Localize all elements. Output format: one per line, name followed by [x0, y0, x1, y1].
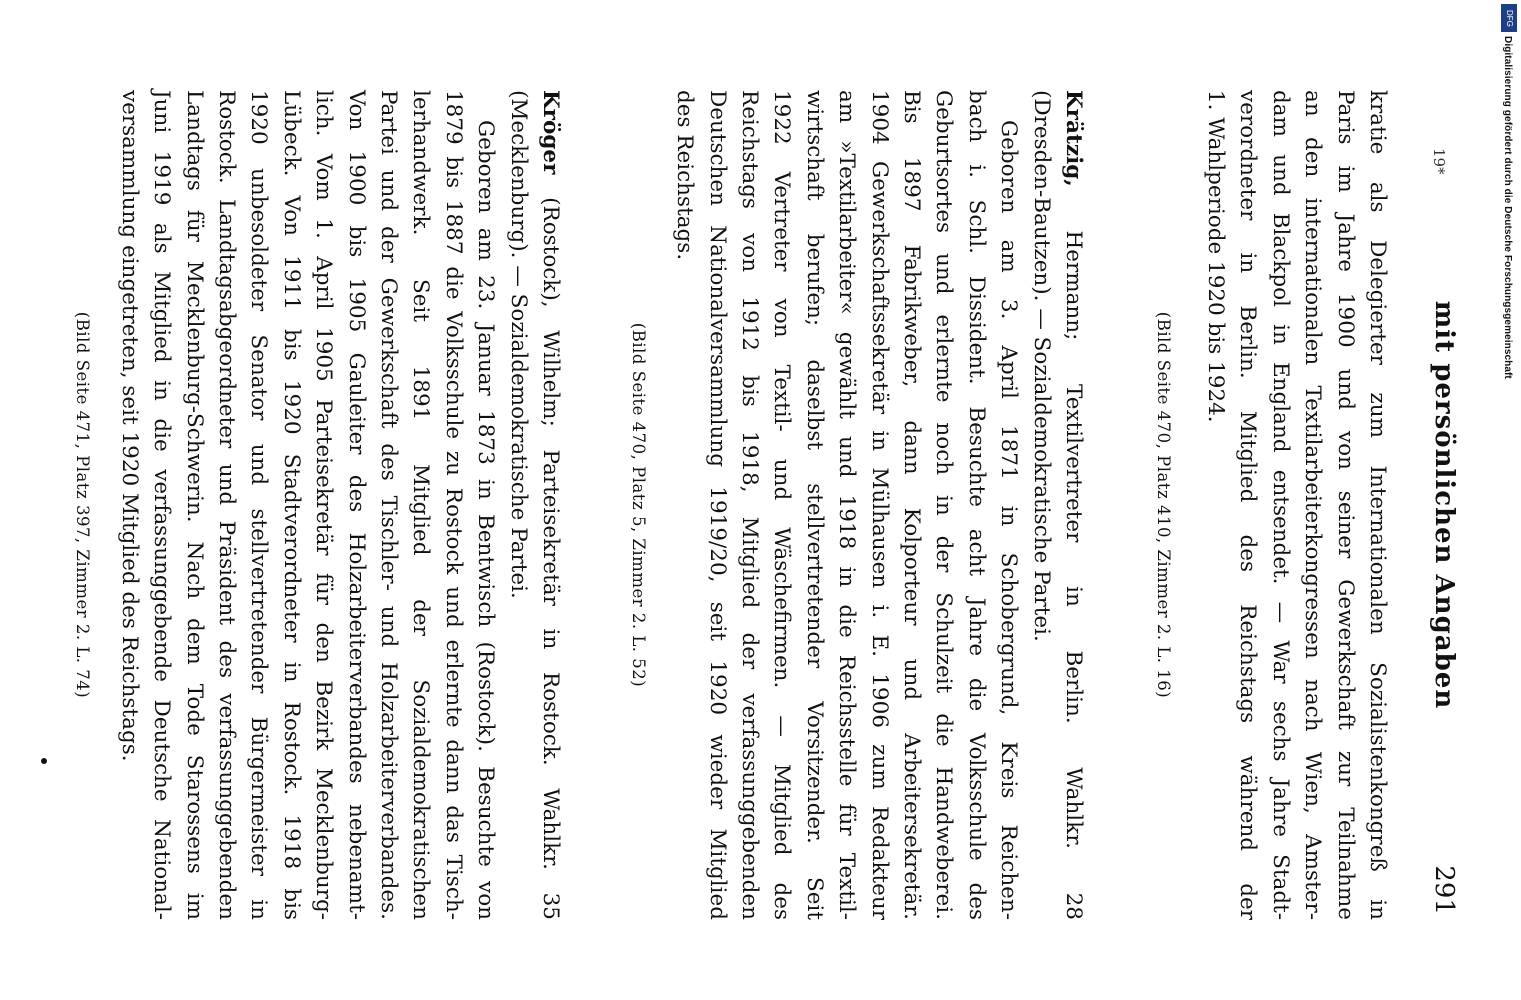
text-line: (Dresden-Bautzen). — Sozialdemokratische Partei.: [1028, 90, 1054, 642]
text-line: Deutschen Nationalversammlung 1919/20, seit 1920 wieder Mitglied: [704, 90, 730, 920]
image-reference-caption: (Bild Seite 471, Platz 397, Zimmer 2. L. 74): [73, 311, 93, 699]
text-line: Von 1900 bis 1905 Gauleiter des Holzarbeiterverbandes nebenamt-: [343, 90, 369, 920]
text-line: Paris im Jahre 1900 und von seiner Gewerkschaft zur Teilnahme: [1332, 90, 1358, 920]
continuation-paragraph: [1154, 90, 1393, 920]
page-header: [1419, 95, 1459, 915]
text-line: Geburtsortes und erlernte noch in der Schulzeit die Handweberei.: [931, 90, 957, 920]
image-reference-caption: (Bild Seite 470, Platz 5, Zimmer 2. L. 52): [628, 322, 648, 688]
text-line: 1920 unbesoldeter Senator und stellvertretender Bürgermeister in: [246, 90, 272, 920]
text-line: 1. Wahlperiode 1920 bis 1924.: [1202, 90, 1228, 423]
text-line: Landtags für Mecklenburg-Schwerin. Nach dem Tode Starossens im: [181, 90, 207, 920]
page-title: mit persönlichen Angaben: [1429, 300, 1459, 710]
text-line: wirtschaft berufen; daselbst stellvertretender Vorsitzender. Seit: [801, 90, 827, 920]
text-line: an den internationalen Textilarbeiterkongressen nach Wien, Amster-: [1300, 90, 1326, 920]
text-line: Geboren am 23. Januar 1873 in Bentwisch (Rostock). Besuchte von: [473, 120, 499, 920]
text-line: bach i. Schl. Dissident. Besuchte acht Jahre die Volksschule des: [963, 90, 989, 920]
entry-heading-line: [534, 90, 566, 920]
text-line: dam und Blackpol in England entsendet. — War sechs Jahre Stadt-: [1267, 90, 1293, 920]
biography-entry-kroeger: [73, 90, 566, 920]
text-line: Bis 1897 Fabrikweber, dann Kolporteur und Arbeitersekretär.: [898, 90, 924, 920]
text-line: Geboren am 3. April 1871 in Schobergrund, Kreis Reichen-: [996, 120, 1022, 920]
ink-speck: [41, 758, 47, 764]
entry-heading-text: (Rostock), Wilhelm; Parteisekretär in Rostock. Wahlkr. 35: [538, 197, 563, 920]
text-line: 1904 Gewerkschaftssekretär in Mülhausen i. E. 1906 zum Redakteur: [866, 90, 892, 920]
text-line: am »Textilarbeiter« gewählt und 1918 in die Reichsstelle für Textil-: [834, 90, 860, 920]
dfg-logo: DFG: [1501, 4, 1517, 32]
text-line: 1922 Vertreter von Textil- und Wäschefirmen. — Mitglied des: [769, 90, 795, 920]
entry-heading-line: [1057, 90, 1089, 920]
text-line: Reichstags von 1912 bis 1918, Mitglied der verfassunggebenden: [736, 90, 762, 920]
text-line: lich. Vom 1. April 1905 Parteisekretär für den Bezirk Mecklenburg-: [311, 90, 337, 920]
image-reference-caption: (Bild Seite 470, Platz 410, Zimmer 2. L. 16): [1153, 311, 1173, 699]
text-line: lerhandwerk. Seit 1891 Mitglied der Sozialdemokratischen: [408, 90, 434, 920]
text-line: verordneter in Berlin. Mitglied des Reichstags während der: [1235, 90, 1261, 920]
entry-name: Kröger: [538, 90, 563, 175]
page-number: 291: [1429, 865, 1459, 915]
text-line: Partei und der Gewerkschaft des Tischler- und Holzarbeiterverbandes.: [375, 90, 401, 920]
entry-heading-text: Hermann; Textilvertreter in Berlin. Wahlkr. 28: [1061, 230, 1086, 920]
text-line: kratie als Delegierter zum Internationalen Sozialistenkongreß in: [1365, 90, 1390, 920]
text-line: versammlung eingetreten, seit 1920 Mitglied des Reichstags.: [116, 90, 142, 762]
digitization-credit: Digitalisierung gefördert durch die Deutsche Forschungsgemeinschaft: [1502, 36, 1513, 379]
text-line: des Reichstags.: [672, 90, 698, 261]
text-line: 1879 bis 1887 die Volksschule zu Rostock und erlernte dann das Tisch-: [440, 90, 466, 920]
text-line: Rostock. Landtagsabgeordneter und Präsident des verfassunggebenden: [213, 90, 239, 920]
text-line: Lübeck. Von 1911 bis 1920 Stadtverordneter in Rostock. 1918 bis: [278, 90, 304, 920]
signature-mark: 19*: [1430, 148, 1448, 175]
biography-entry-kraetzig: [629, 90, 1089, 920]
text-line: (Mecklenburg). — Sozialdemokratische Partei.: [505, 90, 531, 599]
entry-name: Krätzig,: [1061, 90, 1086, 187]
text-line: Juni 1919 als Mitglied in die verfassunggebende Deutsche National-: [149, 90, 175, 920]
